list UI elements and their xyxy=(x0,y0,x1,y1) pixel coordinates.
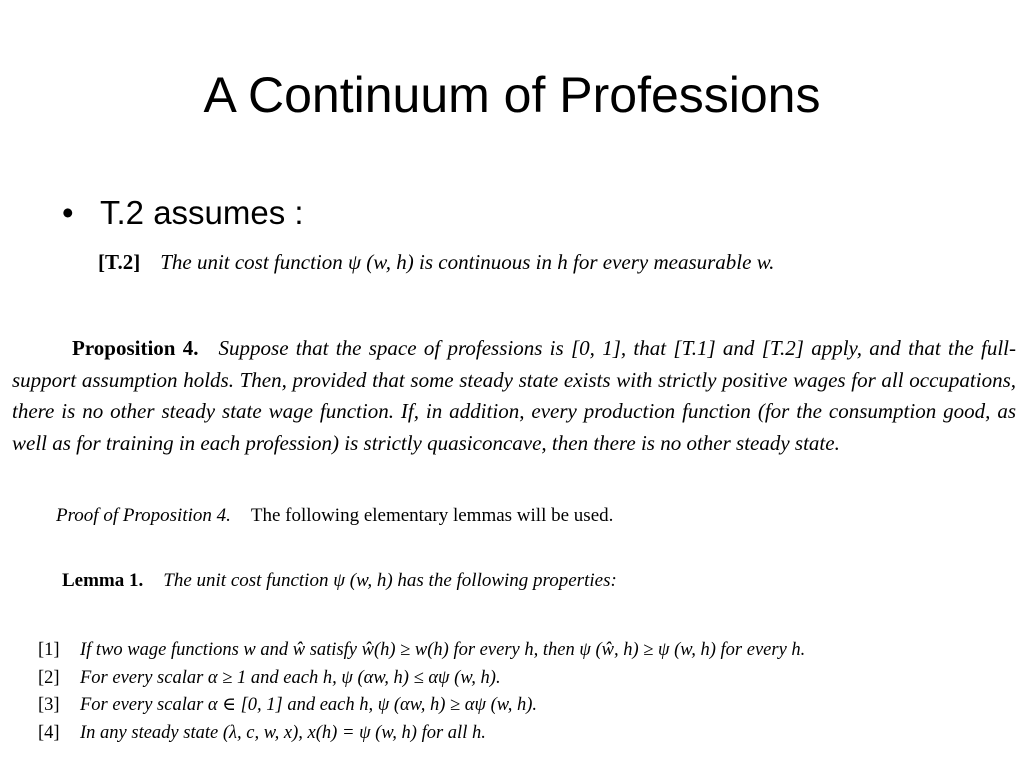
lemma-label: Lemma 1. xyxy=(62,570,144,591)
proof-intro xyxy=(56,503,613,529)
proposition-label: Proposition 4. xyxy=(72,336,199,360)
list-item xyxy=(38,665,1024,693)
item-text: For every scalar α ≥ 1 and each h, ψ (αw, h) ≤ αψ (w, h). xyxy=(80,667,501,688)
proposition-text: Suppose that the space of professions is [0, 1], that [T.1] and [T.2] apply, and that the full-support assumption holds. Then, provided that some steady state exists with strictly positive wages for all occupations, there is no other steady state wage function. If, in addition, every production function (for the consumption good, as well as for training in each profession) is strictly quasiconcave, then there is no other steady state. xyxy=(12,336,1016,455)
item-number: [2] xyxy=(38,667,60,688)
proof-text: The following elementary lemmas will be used. xyxy=(250,505,614,526)
list-item xyxy=(38,637,1024,665)
bullet-text: T.2 assumes : xyxy=(100,194,304,231)
bullet-marker: • xyxy=(62,194,74,231)
item-number: [3] xyxy=(38,695,60,715)
list-item xyxy=(38,692,1024,720)
item-text: In any steady state (λ, c, w, x), x(h) = ψ (w, h) for all h. xyxy=(80,722,486,743)
item-text: For every scalar α ∈ [0, 1] and each h, ψ (αw, h) ≥ αψ (w, h). xyxy=(80,695,538,715)
assumption-t2 xyxy=(98,248,774,276)
lemma-1 xyxy=(62,568,617,594)
proposition-4 xyxy=(12,333,1016,459)
list-item xyxy=(38,720,1024,748)
lemma-text: The unit cost function ψ (w, h) has the following properties: xyxy=(163,570,617,591)
slide-title: A Continuum of Professions xyxy=(203,67,821,123)
item-text: If two wage functions w and ŵ satisfy ŵ(h) ≥ w(h) for every h, then ψ (ŵ, h) ≥ ψ (w, h) for every h. xyxy=(80,640,806,660)
assumption-label: [T.2] xyxy=(98,250,141,274)
lemma-properties-list xyxy=(38,637,1024,747)
proof-label: Proof of Proposition 4. xyxy=(56,505,231,526)
item-number: [4] xyxy=(38,722,60,743)
assumption-text: The unit cost function ψ (w, h) is continuous in h for every measurable w. xyxy=(160,250,775,274)
bullet-point xyxy=(62,192,304,234)
item-number: [1] xyxy=(38,640,60,660)
